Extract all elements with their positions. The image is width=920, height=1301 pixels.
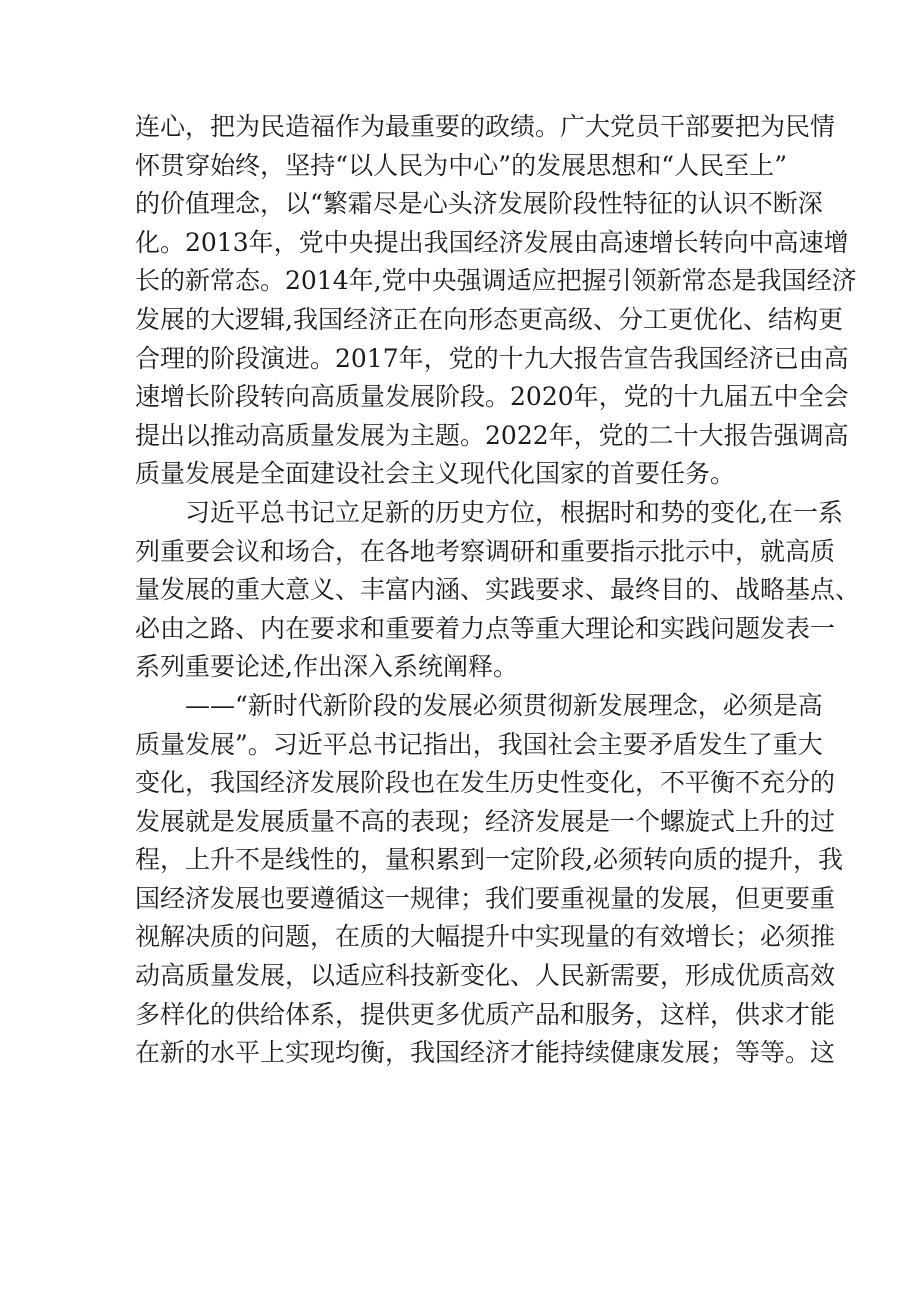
text-line: 列重要会议和场合，在各地考察调研和重要指示批示中，就高质 (135, 536, 836, 566)
text-line: 长的新常态。2014年,党中央强调适应把握引领新常态是我国经济 (135, 266, 857, 296)
text-line: 习近平总书记立足新的历史方位，根据时和势的变化,在一系 (185, 497, 843, 527)
text-line: 必由之路、内在要求和重要着力点等重大理论和实践问题发表一 (135, 613, 836, 643)
text-line: 系列重要论述,作出深入系统阐释。 (135, 652, 518, 682)
text-line: 变化，我国经济发展阶段也在发生历史性变化，不平衡不充分的 (135, 768, 836, 798)
text-line: 发展的大逻辑,我国经济正在向形态更高级、分工更优化、结构更 (135, 304, 843, 334)
body-text (135, 108, 861, 1073)
paragraph (135, 108, 857, 494)
text-line: 连心，把为民造福作为最重要的政绩。广大党员干部要把为民情 (135, 112, 836, 141)
text-line: 速增长阶段转向高质量发展阶段。2020年，党的十九届五中全会 (135, 382, 849, 412)
paragraph (135, 687, 843, 1073)
text-line: 质量发展”。习近平总书记指出，我国社会主要矛盾发生了重大 (135, 729, 823, 759)
text-line: 量发展的重大意义、丰富内涵、实践要求、最终目的、战略基点、 (135, 575, 861, 605)
text-line: 怀贯穿始终，坚持“以人民为中心”的发展思想和“人民至上” (135, 150, 787, 180)
text-line: ——“新时代新阶段的发展必须贯彻新发展理念，必须是高 (185, 690, 823, 720)
text-line: 国经济发展也要遵循这一规律；我们要重视量的发展，但更要重 (135, 883, 836, 913)
text-line: 动高质量发展，以适应科技新变化、人民新需要，形成优质高效 (135, 961, 836, 991)
text-line: 合理的阶段演进。2017年，党的十九大报告宣告我国经济已由高 (135, 343, 849, 373)
paragraph (135, 494, 861, 687)
text-line: 质量发展是全面建设社会主义现代化国家的首要任务。 (135, 459, 736, 489)
text-line: 多样化的供给体系，提供更多优质产品和服务，这样，供求才能 (135, 999, 836, 1029)
text-line: 发展就是发展质量不高的表现；经济发展是一个螺旋式上升的过 (135, 806, 836, 836)
text-line: 视解决质的问题，在质的大幅提升中实现量的有效增长；必须推 (135, 922, 836, 952)
text-line: 的价值理念，以“繁霜尽是心头济发展阶段性特征的认识不断深 (135, 189, 823, 219)
text-line: 化。2013年，党中央提出我国经济发展由高速增长转向中高速增 (135, 227, 849, 257)
text-line: 在新的水平上实现均衡，我国经济才能持续健康发展；等等。这 (135, 1038, 836, 1068)
text-line: 提出以推动高质量发展为主题。2022年，党的二十大报告强调高 (135, 420, 849, 450)
text-line: 程，上升不是线性的，量积累到一定阶段,必须转向质的提升，我 (135, 845, 843, 875)
